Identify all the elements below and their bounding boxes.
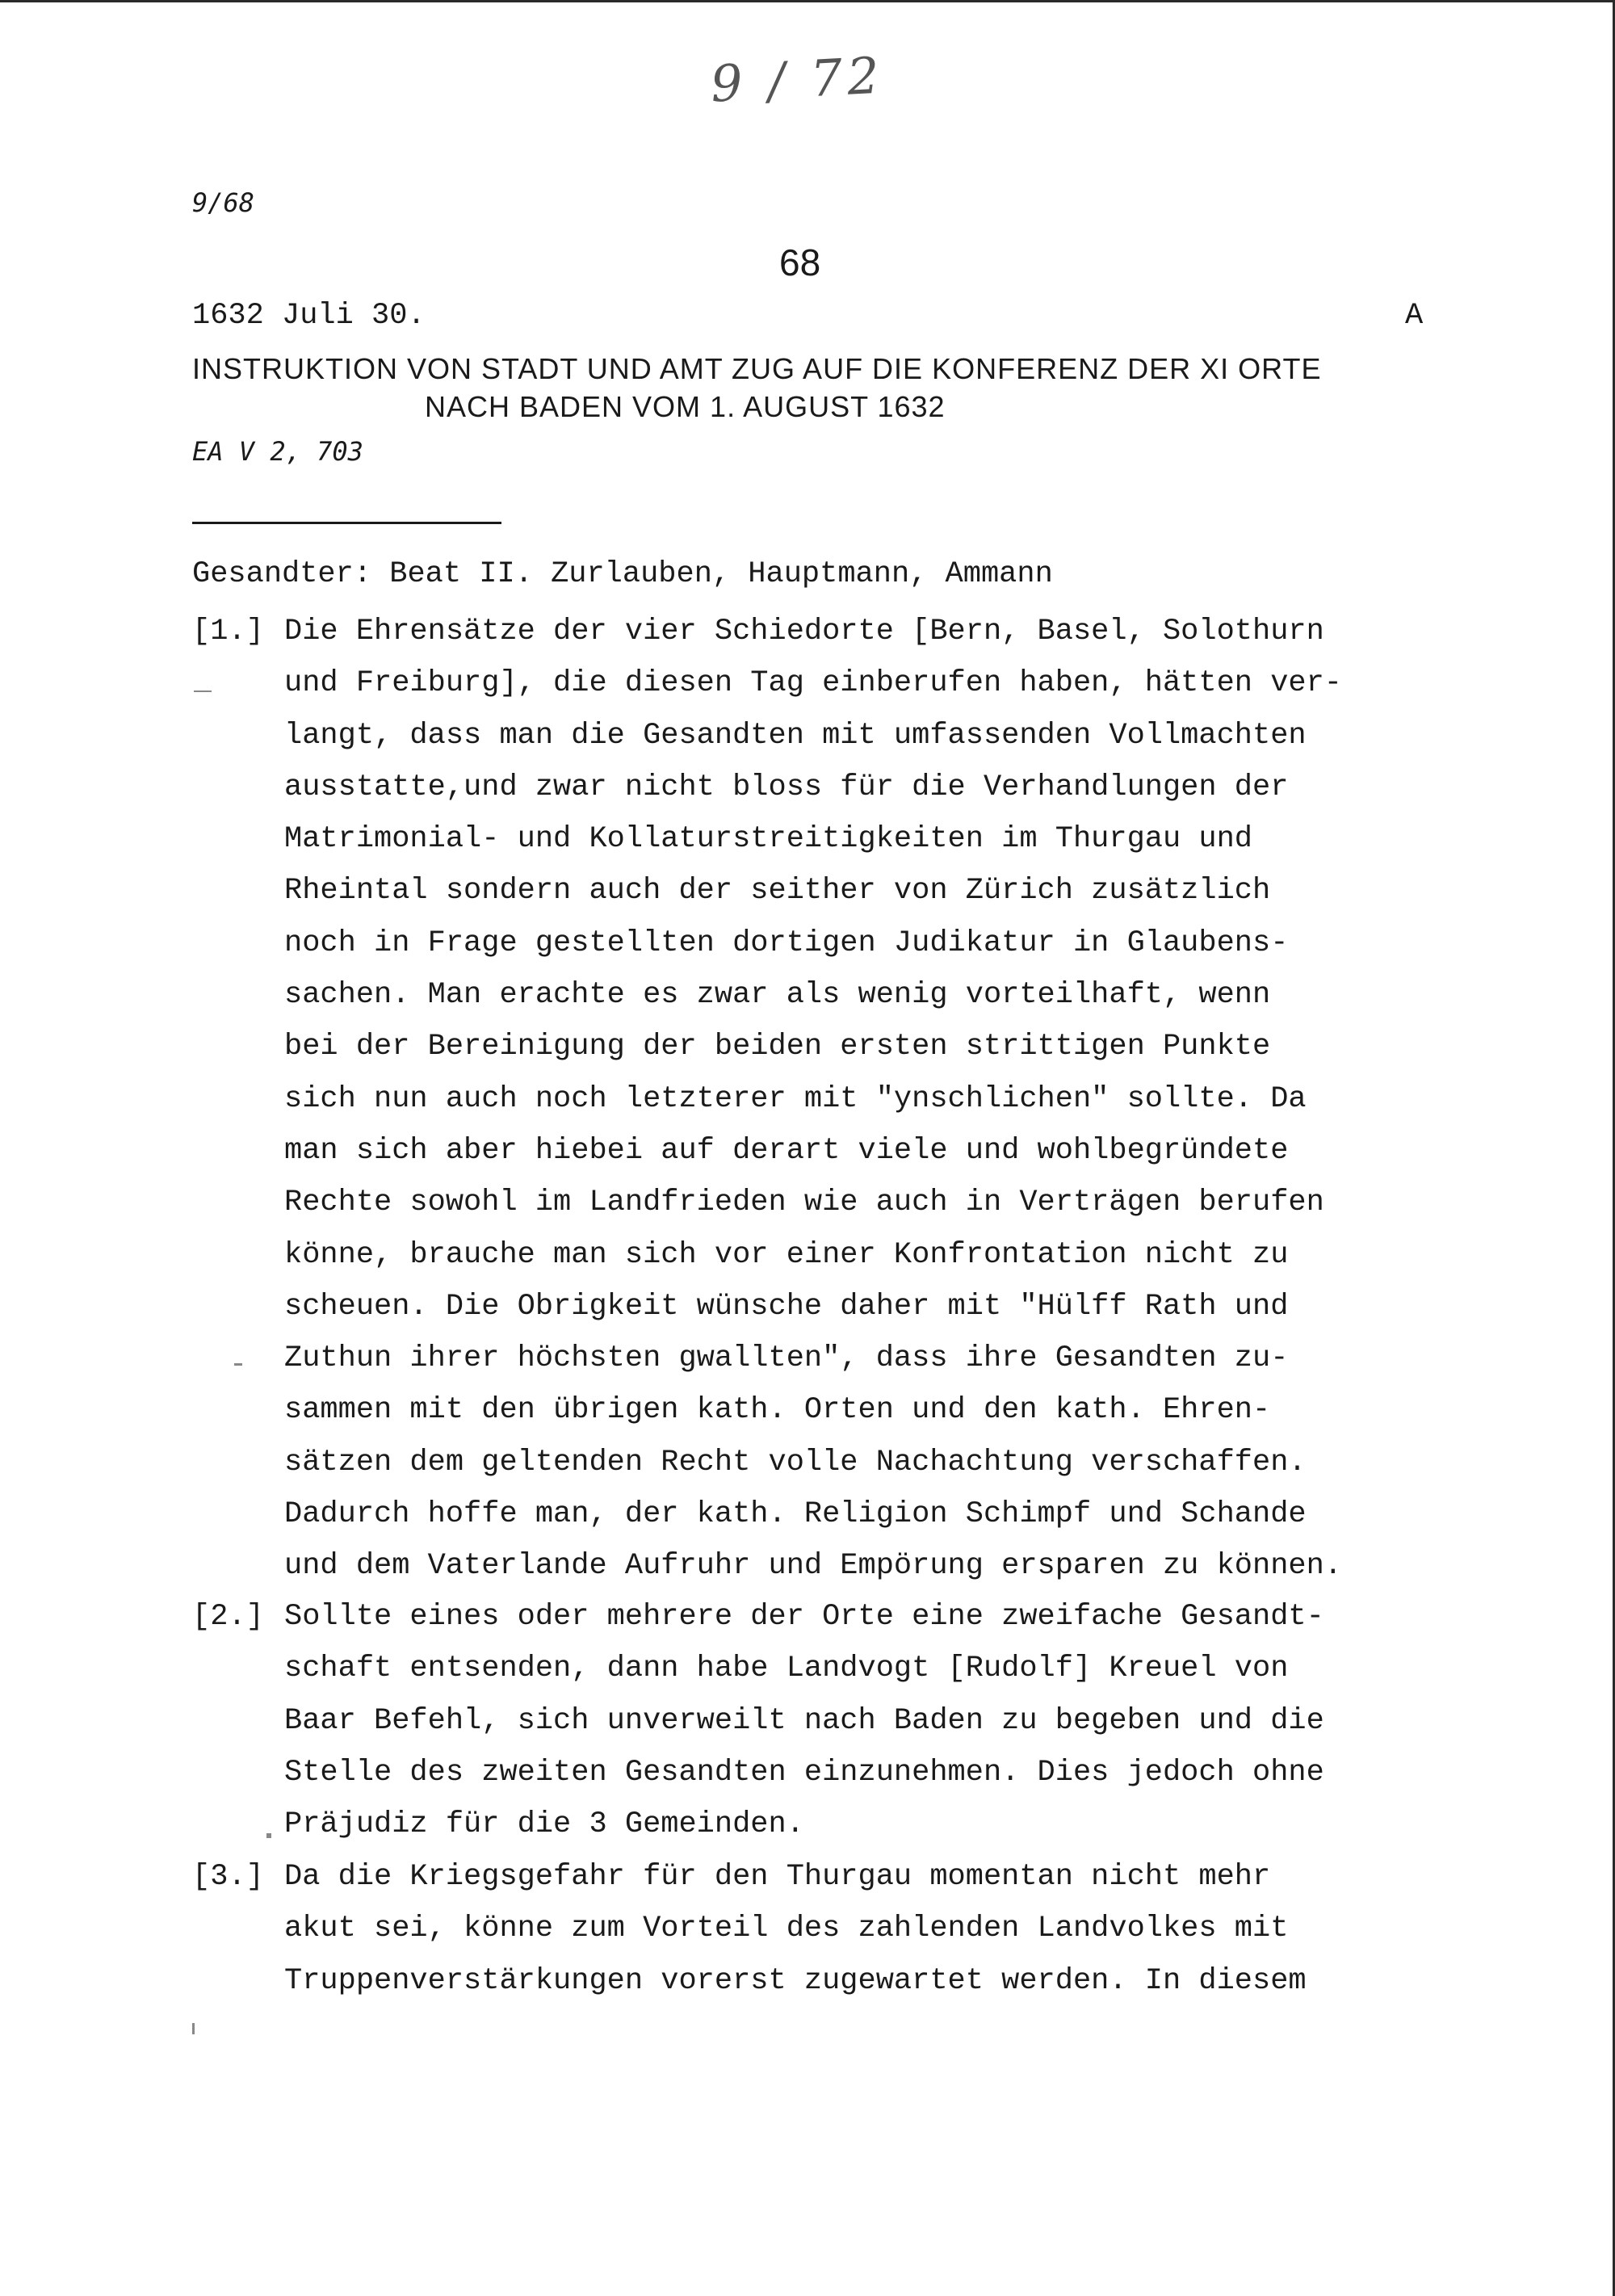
document-title [192, 350, 1452, 426]
version-letter: A [1405, 299, 1424, 333]
section-divider [192, 522, 501, 524]
paragraph-text: Die Ehrensätze der vier Schiedorte [Bern, Basel, Solothurn und Freiburg], die diesen Tag einberufen haben, hätten ver- langt, dass man die Gesandten mit umfassenden Vollmachten ausstatte,und zwar nicht bloss für die Verhandlungen der Matrimonial- und Kollaturstreitigkeiten im Thurgau und Rheintal sondern auch der seither von Zürich zusätzlich noch in Frage gestellten dortigen Judikatur in Glaubens- sachen. Man erachte es zwar als wenig vorteilhaft, wenn bei der Bereinigung der beiden ersten strittigen Punkte sich nun auch noch letzterer mit "ynschlichen" sollte. Da man sich aber hiebei auf derart viele und wohlbegründete Rechte sowohl im Landfrieden wie auch in Verträgen berufen könne, brauche man sich vor einer Konfrontation nicht zu scheuen. Die Obrigkeit wünsche daher mit "Hülff Rath und Zuthun ihrer höchsten gwallten", dass ihre Gesandten zu- sammen mit den übrigen kath. Orten und den kath. Ehren- sätzen dem geltenden Recht volle Nachachtung verschaffen. Dadurch hoffe man, der kath. Religion Schimpf und Schande und dem Vaterlande Aufruhr und Empörung ersparen zu können. [284, 615, 1343, 1584]
document-date: 1632 Juli 30. [192, 299, 426, 333]
paragraph-number: [1.] [192, 615, 264, 649]
paragraph-number: [2.] [192, 1600, 264, 1634]
title-line-2: NACH BADEN VOM 1. AUGUST 1632 [425, 390, 946, 423]
scan-speck [192, 2023, 195, 2034]
scan-speck [194, 690, 212, 692]
archive-reference: 9/68 [192, 187, 255, 218]
document-number: 68 [779, 241, 821, 283]
paragraph-number: [3.] [192, 1860, 264, 1894]
title-line-1: INSTRUKTION VON STADT UND AMT ZUG AUF DIE KONFERENZ DER XI ORTE [192, 352, 1322, 385]
scan-speck [234, 1363, 242, 1366]
source-reference: EA V 2, 703 [192, 436, 363, 467]
envoy-line: Gesandter: Beat II. Zurlauben, Hauptmann, Ammann [192, 557, 1053, 591]
scan-border-top [0, 0, 1615, 2]
scan-speck [266, 1833, 271, 1838]
paragraph-text: Sollte eines oder mehrere der Orte eine zweifache Gesandt- schaft entsenden, dann habe Landvogt [Rudolf] Kreuel von Baar Befehl, sich unverweilt nach Baden zu begeben und die Stelle des zweiten Gesandten einzunehmen. Dies jedoch ohne Präjudiz für die 3 Gemeinden. [284, 1600, 1324, 1842]
paragraph-text: Da die Kriegsgefahr für den Thurgau momentan nicht mehr akut sei, könne zum Vorteil des zahlenden Landvolkes mit Truppenverstärkungen vorerst zugewartet werden. In diesem [284, 1860, 1307, 1998]
handwritten-page-number: 9 / 72 [709, 45, 886, 114]
